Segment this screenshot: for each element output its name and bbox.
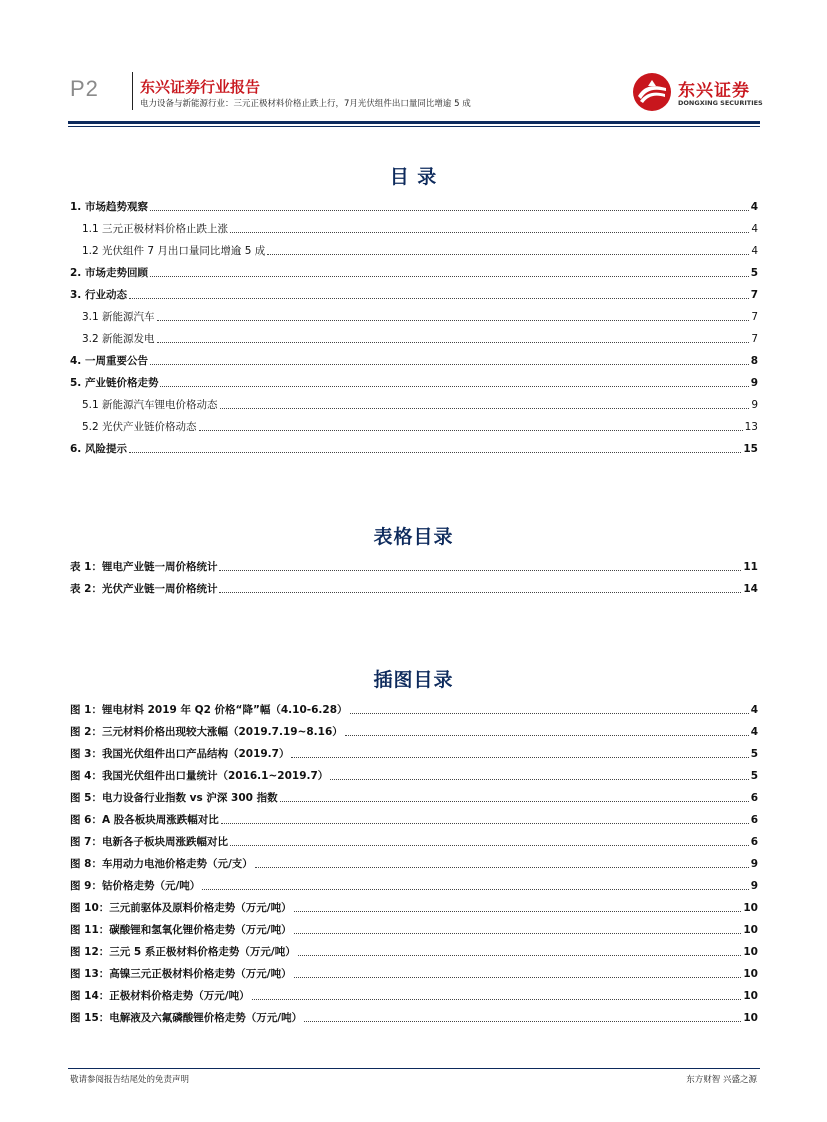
toc-entry-page: 4: [751, 245, 758, 257]
header-divider: [132, 72, 133, 110]
footer-slogan: 东方财智 兴盛之源: [686, 1075, 757, 1085]
table-toc-entry-label: 表 2：光伏产业链一周价格统计: [70, 583, 218, 595]
page-header: [0, 0, 827, 130]
footer-rule: [68, 1068, 760, 1069]
table-toc-entry-label: 表 1：锂电产业链一周价格统计: [70, 561, 218, 573]
dot-leader: [219, 591, 741, 593]
toc-entry-page: 8: [750, 355, 758, 367]
toc-list: [70, 192, 758, 456]
figure-toc-entry[interactable]: [70, 695, 758, 717]
figure-toc-entry-label: 图 15：电解液及六氟磷酸锂价格走势（万元/吨）: [70, 1012, 303, 1024]
toc-entry-page: 9: [750, 377, 758, 389]
table-toc-entry-page: 14: [743, 583, 758, 595]
toc-entry-page: 4: [750, 201, 758, 213]
dot-leader: [330, 778, 748, 780]
figure-toc-entry-page: 10: [743, 990, 758, 1002]
dot-leader: [230, 844, 749, 846]
logo-text-en: DONGXING SECURITIES: [678, 99, 763, 107]
figure-toc-entry-label: 图 11：碳酸锂和氢氧化锂价格走势（万元/吨）: [70, 924, 292, 936]
figure-toc-entry[interactable]: [70, 783, 758, 805]
dot-leader: [219, 569, 741, 571]
toc-entry-page: 9: [751, 399, 758, 411]
figure-toc-entry-page: 10: [743, 968, 758, 980]
figure-toc-entry-label: 图 5：电力设备行业指数 vs 沪深 300 指数: [70, 792, 278, 804]
toc-entry-label: 5.1 新能源汽车锂电价格动态: [82, 399, 218, 411]
dot-leader: [199, 429, 743, 431]
dot-leader: [294, 932, 742, 934]
toc-entry[interactable]: [70, 192, 758, 214]
dot-leader: [150, 209, 749, 211]
dot-leader: [150, 275, 749, 277]
dot-leader: [291, 756, 748, 758]
dot-leader: [150, 363, 749, 365]
figure-toc-entry[interactable]: [70, 871, 758, 893]
dot-leader: [345, 734, 749, 736]
figure-toc-entry[interactable]: [70, 915, 758, 937]
toc-entry-label: 1. 市场趋势观察: [70, 201, 148, 213]
dot-leader: [157, 319, 750, 321]
footer-disclaimer: 敬请参阅报告结尾处的免责声明: [70, 1075, 190, 1085]
toc-entry-label: 5.2 光伏产业链价格动态: [82, 421, 197, 433]
figure-toc-entry-label: 图 1：锂电材料 2019 年 Q2 价格“降”幅（4.10-6.28）: [70, 704, 348, 716]
toc-entry[interactable]: [70, 390, 758, 412]
dot-leader: [160, 385, 748, 387]
tables-toc-title: 表格目录: [373, 526, 454, 548]
figures-toc-title: 插图目录: [373, 669, 454, 691]
dot-leader: [298, 954, 742, 956]
logo-mark-icon: [632, 72, 672, 112]
logo-text-cn: 东兴证券: [678, 81, 750, 101]
dot-leader: [294, 976, 742, 978]
figure-toc-entry-page: 6: [750, 792, 758, 804]
toc-entry-label: 4. 一周重要公告: [70, 355, 148, 367]
figure-toc-entry[interactable]: [70, 849, 758, 871]
figure-toc-entry-label: 图 13：高镍三元正极材料价格走势（万元/吨）: [70, 968, 292, 980]
company-logo: [632, 72, 762, 116]
figure-toc-entry-page: 5: [750, 770, 758, 782]
toc-entry-page: 15: [743, 443, 758, 455]
toc-entry-label: 1.1 三元正极材料价格止跌上涨: [82, 223, 229, 235]
dot-leader: [267, 253, 749, 255]
dot-leader: [294, 910, 742, 912]
toc-entry-page: 13: [744, 421, 758, 433]
figures-toc-list: [70, 695, 758, 1025]
report-title: 东兴证券行业报告: [140, 78, 261, 96]
dot-leader: [129, 297, 749, 299]
header-rule-thick: [68, 121, 760, 124]
toc-entry[interactable]: [70, 302, 758, 324]
dot-leader: [304, 1020, 741, 1022]
toc-entry-label: 3.1 新能源汽车: [82, 311, 155, 323]
dot-leader: [350, 712, 749, 714]
figure-toc-entry-label: 图 14：正极材料价格走势（万元/吨）: [70, 990, 250, 1002]
figure-toc-entry-label: 图 12：三元 5 系正极材料价格走势（万元/吨）: [70, 946, 296, 958]
toc-entry-label: 3. 行业动态: [70, 289, 127, 301]
figure-toc-entry-label: 图 7：电新各子板块周涨跌幅对比: [70, 836, 228, 848]
toc-entry[interactable]: [70, 368, 758, 390]
dot-leader: [252, 998, 742, 1000]
dot-leader: [255, 866, 749, 868]
figure-toc-entry-page: 4: [750, 726, 758, 738]
figure-toc-entry-label: 图 2：三元材料价格出现较大涨幅（2019.7.19~8.16）: [70, 726, 343, 738]
figure-toc-entry[interactable]: [70, 959, 758, 981]
toc-title: 目 录: [389, 166, 438, 188]
toc-entry[interactable]: [70, 214, 758, 236]
toc-entry-page: 7: [751, 311, 758, 323]
toc-entry-label: 1.2 光伏组件 7 月出口量同比增逾 5 成: [82, 245, 266, 257]
figure-toc-entry-label: 图 9：钴价格走势（元/吨）: [70, 880, 201, 892]
figure-toc-entry-page: 9: [750, 880, 758, 892]
figure-toc-entry[interactable]: [70, 1003, 758, 1025]
header-rule-thin: [68, 126, 760, 127]
toc-entry[interactable]: [70, 412, 758, 434]
toc-entry[interactable]: [70, 324, 758, 346]
figure-toc-entry-label: 图 6：A 股各板块周涨跌幅对比: [70, 814, 219, 826]
figure-toc-entry-page: 10: [743, 1012, 758, 1024]
toc-entry-page: 4: [751, 223, 758, 235]
toc-entry[interactable]: [70, 258, 758, 280]
dot-leader: [129, 451, 741, 453]
toc-entry[interactable]: [70, 434, 758, 456]
figure-toc-entry[interactable]: [70, 717, 758, 739]
figure-toc-entry-page: 9: [750, 858, 758, 870]
dot-leader: [202, 888, 748, 890]
figure-toc-entry[interactable]: [70, 893, 758, 915]
toc-entry-label: 2. 市场走势回顾: [70, 267, 148, 279]
toc-entry-label: 3.2 新能源发电: [82, 333, 155, 345]
table-toc-entry[interactable]: [70, 552, 758, 574]
tables-toc-list: [70, 552, 758, 596]
figure-toc-entry-label: 图 8：车用动力电池价格走势（元/支）: [70, 858, 253, 870]
report-subtitle: 电力设备与新能源行业：三元正极材料价格止跌上行，7月光伏组件出口量同比增逾 5 成: [140, 99, 471, 109]
page-number: P2: [70, 76, 99, 101]
dot-leader: [280, 800, 749, 802]
dot-leader: [230, 231, 749, 233]
figure-toc-entry[interactable]: [70, 827, 758, 849]
figure-toc-entry-page: 10: [743, 902, 758, 914]
figure-toc-entry-page: 4: [750, 704, 758, 716]
toc-entry-page: 7: [751, 333, 758, 345]
figure-toc-entry-label: 图 3：我国光伏组件出口产品结构（2019.7）: [70, 748, 290, 760]
figure-toc-entry-page: 5: [750, 748, 758, 760]
figure-toc-entry[interactable]: [70, 761, 758, 783]
toc-entry-page: 7: [750, 289, 758, 301]
toc-entry[interactable]: [70, 280, 758, 302]
toc-entry[interactable]: [70, 236, 758, 258]
figure-toc-entry-page: 6: [750, 836, 758, 848]
figure-toc-entry[interactable]: [70, 937, 758, 959]
figure-toc-entry-page: 10: [743, 924, 758, 936]
toc-entry-page: 5: [750, 267, 758, 279]
dot-leader: [220, 407, 750, 409]
dot-leader: [157, 341, 750, 343]
figure-toc-entry[interactable]: [70, 805, 758, 827]
figure-toc-entry-page: 10: [743, 946, 758, 958]
table-toc-entry[interactable]: [70, 574, 758, 596]
toc-entry-label: 5. 产业链价格走势: [70, 377, 159, 389]
toc-entry-label: 6. 风险提示: [70, 443, 127, 455]
toc-entry[interactable]: [70, 346, 758, 368]
figure-toc-entry[interactable]: [70, 981, 758, 1003]
dot-leader: [221, 822, 749, 824]
figure-toc-entry-label: 图 10：三元前驱体及原料价格走势（万元/吨）: [70, 902, 292, 914]
figure-toc-entry-page: 6: [750, 814, 758, 826]
table-toc-entry-page: 11: [743, 561, 758, 573]
figure-toc-entry-label: 图 4：我国光伏组件出口量统计（2016.1~2019.7）: [70, 770, 329, 782]
figure-toc-entry[interactable]: [70, 739, 758, 761]
